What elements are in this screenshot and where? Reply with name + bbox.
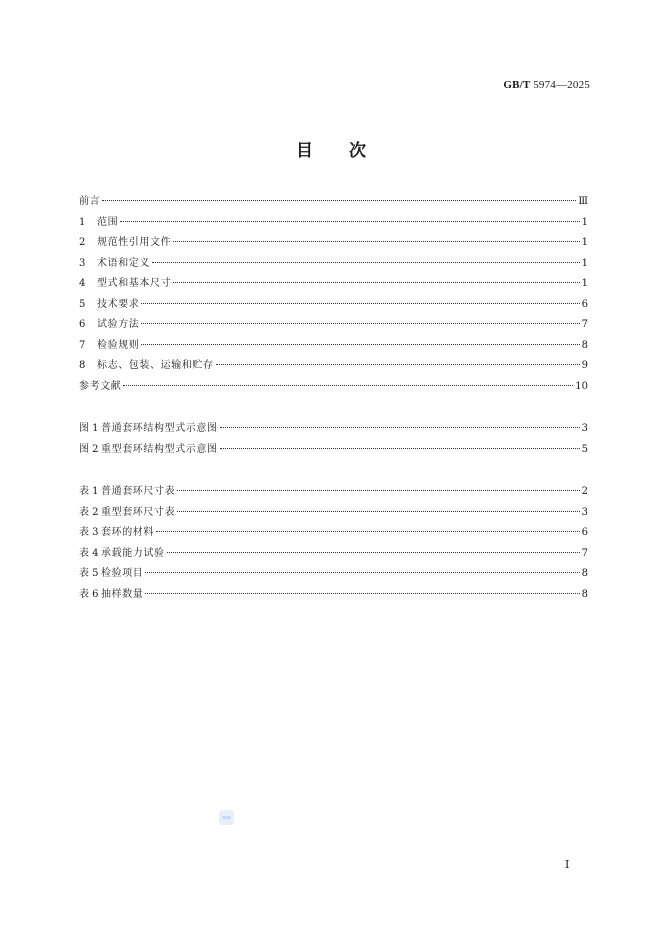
toc-entry-page: 3: [581, 423, 588, 434]
toc-dot-leader: [145, 572, 579, 573]
toc-entry[interactable]: [79, 315, 588, 336]
toc-dot-leader: [141, 344, 579, 345]
toc-entry-number: 5: [79, 298, 86, 310]
toc-dot-leader: [141, 323, 579, 324]
toc-entry[interactable]: [79, 295, 588, 316]
toc-sections: [79, 192, 588, 397]
toc-entry[interactable]: [79, 254, 588, 275]
toc-entry-page: 6: [581, 527, 588, 538]
toc-dot-leader: [152, 262, 580, 263]
toc-entry-page: 8: [581, 339, 588, 351]
toc-tables: [79, 482, 588, 605]
toc-entry-label: 术语和定义: [97, 257, 150, 269]
toc-dot-leader: [216, 364, 580, 365]
table-of-contents: [79, 192, 588, 605]
toc-entry-page: 1: [581, 278, 588, 289]
standard-prefix: GB/T: [503, 79, 531, 91]
toc-entry-label: 标志、包装、运输和贮存: [97, 360, 214, 371]
toc-entry-number: 4: [79, 278, 86, 289]
toc-entry-page: 8: [581, 568, 588, 579]
toc-entry[interactable]: [79, 482, 588, 503]
toc-entry-label: 检验规则: [97, 339, 140, 351]
toc-entry-label: 套环的材料: [101, 527, 154, 538]
toc-entry-page: Ⅲ: [578, 196, 588, 207]
toc-figures: [79, 419, 588, 460]
toc-entry-page: 5: [581, 443, 588, 455]
toc-entry[interactable]: [79, 419, 588, 440]
toc-entry-number: 表 3: [79, 527, 99, 538]
toc-entry-label: 普通套环尺寸表: [101, 486, 176, 497]
toc-entry-number: 1: [79, 216, 86, 228]
toc-entry-page: 2: [581, 486, 588, 497]
toc-dot-leader: [156, 531, 580, 532]
toc-entry[interactable]: [79, 440, 588, 461]
toc-entry[interactable]: [79, 377, 588, 398]
watermark-logo-icon: [219, 810, 234, 825]
toc-entry-label: 重型套环尺寸表: [101, 506, 176, 518]
toc-entry-number: 6: [79, 319, 86, 330]
toc-entry-page: 9: [581, 360, 588, 371]
toc-dot-leader: [220, 448, 580, 449]
toc-dot-leader: [167, 552, 580, 553]
toc-dot-leader: [177, 511, 579, 512]
toc-entry-page: 1: [581, 237, 588, 248]
toc-dot-leader: [141, 303, 579, 304]
toc-entry-label: 范围: [97, 216, 119, 228]
toc-entry[interactable]: [79, 233, 588, 254]
toc-entry-label: 重型套环结构型式示意图: [101, 443, 218, 455]
toc-entry-label: 试验方法: [97, 319, 140, 330]
toc-entry-number: 图 1: [79, 423, 99, 434]
toc-entry-number: 表 1: [79, 486, 99, 497]
toc-entry-label: 型式和基本尺寸: [97, 278, 172, 289]
toc-dot-leader: [123, 385, 573, 386]
toc-dot-leader: [102, 200, 576, 201]
toc-entry[interactable]: [79, 503, 588, 524]
toc-entry-label: 前言: [79, 196, 101, 207]
page-number: I: [565, 858, 570, 871]
toc-entry-number: 表 2: [79, 506, 99, 518]
toc-entry[interactable]: [79, 274, 588, 295]
toc-entry-page: 7: [581, 319, 588, 330]
toc-entry-label: 检验项目: [101, 568, 144, 579]
toc-entry-page: 1: [581, 257, 588, 269]
toc-entry[interactable]: [79, 523, 588, 544]
toc-entry[interactable]: [79, 213, 588, 234]
toc-entry[interactable]: [79, 356, 588, 377]
toc-entry-page: 10: [575, 380, 588, 392]
toc-entry-page: 3: [581, 506, 588, 518]
toc-entry-number: 图 2: [79, 443, 99, 455]
toc-entry-label: 参考文献: [79, 380, 122, 392]
toc-dot-leader: [173, 282, 579, 283]
toc-entry-number: 2: [79, 237, 86, 248]
toc-entry-page: 8: [581, 588, 588, 600]
toc-dot-leader: [177, 490, 579, 491]
toc-entry-page: 7: [581, 547, 588, 559]
toc-entry-number: 表 5: [79, 568, 99, 579]
toc-entry-page: 6: [581, 298, 588, 310]
toc-dot-leader: [220, 427, 580, 428]
toc-entry-label: 规范性引用文件: [97, 237, 172, 248]
toc-entry-label: 承载能力试验: [101, 547, 165, 559]
toc-entry-number: 表 4: [79, 547, 99, 559]
standard-code: [503, 79, 590, 91]
toc-entry-label: 普通套环结构型式示意图: [101, 423, 218, 434]
toc-entry-page: 1: [581, 216, 588, 228]
toc-entry[interactable]: [79, 336, 588, 357]
page-title: 目次: [296, 141, 402, 161]
toc-entry-number: 表 6: [79, 588, 99, 600]
toc-dot-leader: [120, 221, 579, 222]
toc-dot-leader: [145, 593, 579, 594]
toc-entry[interactable]: [79, 564, 588, 585]
toc-dot-leader: [173, 241, 579, 242]
toc-entry-number: 8: [79, 360, 86, 371]
toc-entry-label: 技术要求: [97, 298, 140, 310]
toc-entry[interactable]: [79, 585, 588, 606]
toc-entry-number: 7: [79, 339, 86, 351]
toc-entry-label: 抽样数量: [101, 588, 144, 600]
toc-entry[interactable]: [79, 544, 588, 565]
standard-number: 5974—2025: [533, 79, 590, 91]
toc-entry-number: 3: [79, 257, 86, 269]
toc-entry[interactable]: [79, 192, 588, 213]
